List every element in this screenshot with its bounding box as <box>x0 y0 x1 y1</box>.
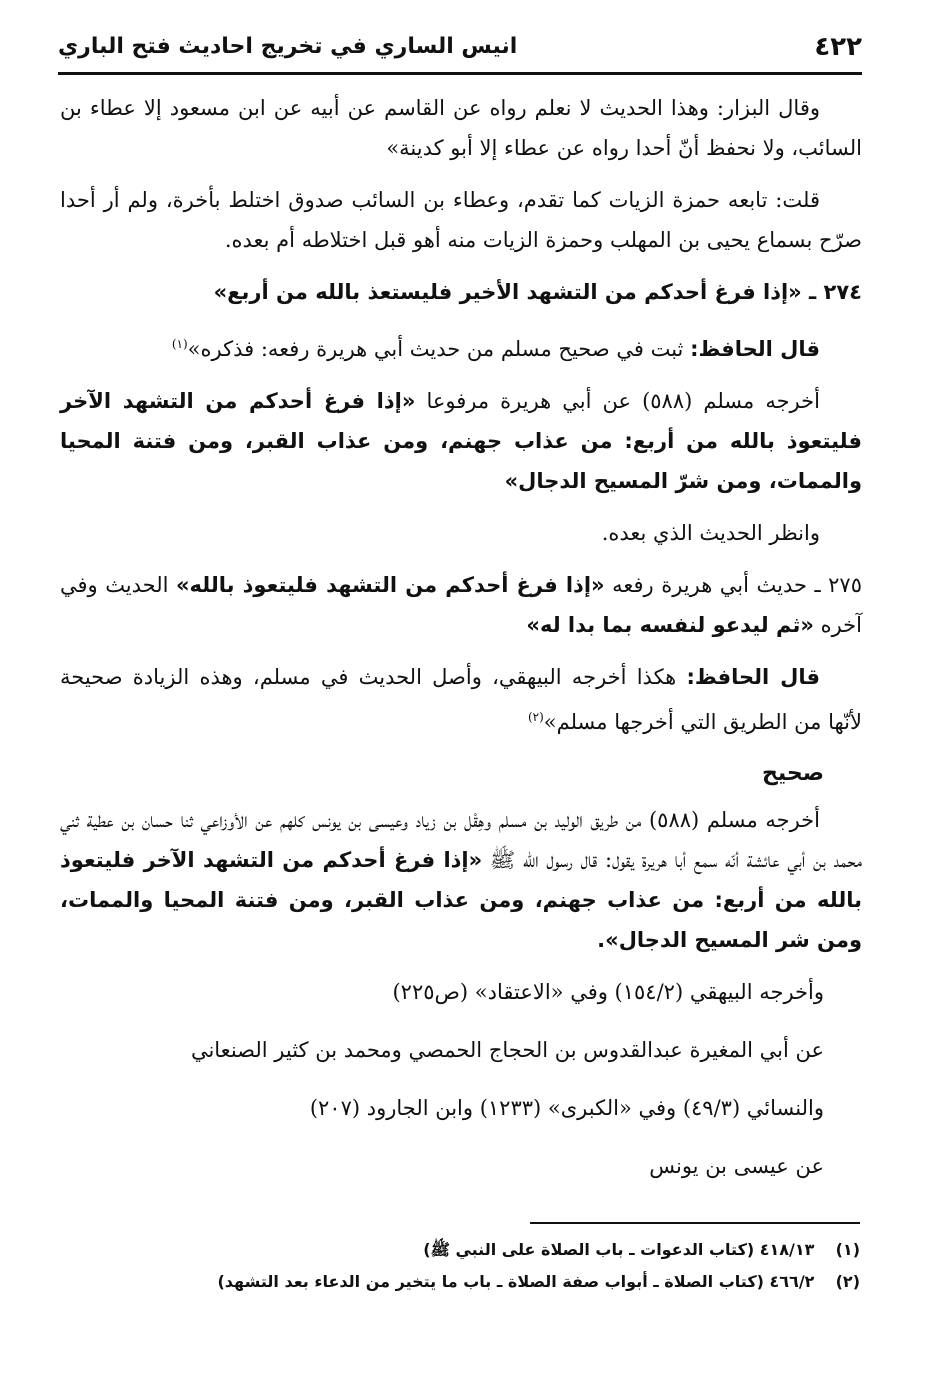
footnote-1 <box>140 1234 860 1266</box>
muslim-intro: أخرجه مسلم (٥٨٨) عن أبي هريرة مرفوعا <box>426 389 820 413</box>
hadith-text: «إذا فرغ أحدكم من التشهد الآخر فليتعوذ بالله من أربع: من عذاب جهنم، ومن عذاب القبر، ومن فتنة المحيا والممات، ومن شر المسيح الدجال». <box>60 848 862 952</box>
footnote-ref-1: (١) <box>171 337 188 351</box>
hadith-text: «إذا فرغ أحدكم من التشهد الآخر فليتعوذ بالله من أربع: من عذاب جهنم، ومن عذاب القبر، ومن فتنة المحيا والممات، ومن شرّ المسيح الدجال» <box>60 389 862 493</box>
footnote-ref-2: (٢) <box>527 710 544 724</box>
footnotes <box>140 1234 860 1298</box>
footnote-2 <box>140 1266 860 1298</box>
footnote-text: ٤٦٦/٢ (كتاب الصلاة ـ أبواب صفة الصلاة ـ باب ما يتخير من الدعاء بعد التشهد) <box>217 1272 815 1291</box>
hafiz-label: قال الحافظ: <box>690 337 820 361</box>
page-header <box>58 28 862 75</box>
main-text <box>60 88 862 1204</box>
footnote-number: (٢) <box>835 1272 860 1291</box>
hafiz-quote-274 <box>60 324 862 369</box>
page-number: ٤٢٢ <box>814 32 862 62</box>
hadith-275-addition: «ثم ليدعو لنفسه بما بدا له» <box>526 613 814 637</box>
paragraph-see-next: وانظر الحديث الذي بعده. <box>601 521 820 545</box>
hadith-275-mid: الحديث وفي آخره <box>60 573 862 637</box>
hadith-275-heading <box>60 565 862 645</box>
hafiz-quote-275 <box>60 657 862 742</box>
footnote-text: ٤١٨/١٣ (كتاب الدعوات ـ باب الصلاة على النبي ﷺ) <box>423 1240 815 1259</box>
paragraph-muslim-1 <box>60 381 862 501</box>
hafiz-text: ثبت في صحيح مسلم من حديث أبي هريرة رفعه: فذكره» <box>187 337 684 361</box>
hadith-275-intro: ٢٧٥ ـ حديث أبي هريرة رفعه <box>612 573 862 597</box>
footnote-number: (١) <box>835 1240 860 1259</box>
hadith-275-text: «إذا فرغ أحدكم من التشهد فليتعوذ بالله» <box>175 573 605 597</box>
takhrij-line-1: وأخرجه البيهقي (١٥٤/٢) وفي «الاعتقاد» (ص٢٢٥) <box>392 980 824 1004</box>
grade-label: صحيح <box>762 761 824 786</box>
takhrij-line-4: عن عيسى بن يونس <box>649 1154 824 1178</box>
takhrij-line-2: عن أبي المغيرة عبدالقدوس بن الحجاج الحمصي ومحمد بن كثير الصنعاني <box>190 1038 824 1062</box>
hafiz-label: قال الحافظ: <box>686 665 820 689</box>
running-title: انيس الساري في تخريج احاديث فتح الباري <box>58 34 518 59</box>
footnote-separator <box>530 1222 860 1224</box>
paragraph-bazzar: وقال البزار: وهذا الحديث لا نعلم رواه عن القاسم عن أبيه عن ابن مسعود إلا عطاء بن السائب، ولا نحفظ أنّ أحدا رواه عن عطاء إلا أبو كدينة» <box>60 96 862 160</box>
takhrij-line-3: والنسائي (٤٩/٣) وفي «الكبرى» (١٢٣٣) وابن الجارود (٢٠٧) <box>309 1096 824 1120</box>
hadith-274-heading: ٢٧٤ ـ «إذا فرغ أحدكم من التشهد الأخير فليستعذ بالله من أربع» <box>213 280 862 304</box>
paragraph-qultu: قلت: تابعه حمزة الزيات كما تقدم، وعطاء بن السائب صدوق اختلط بأخرة، ولم أر أحدا صرّح بسماع يحيى بن المهلب وحمزة الزيات منه أهو قبل اختلاطه أم بعده. <box>60 188 862 252</box>
isnad-text: أخرجه مسلم (٥٨٨) من طريق الوليد بن مسلم وهِقْل بن زياد وعيسى بن يونس كلهم عن الأوزاعي ثنا حسان بن عطية ثني محمد بن أبي عائشة أنّه سمع أبا هريرة يقول: قال رسول الله ﷺ <box>60 808 862 872</box>
hafiz-text: هكذا أخرجه البيهقي، وأصل الحديث في مسلم، وهذه الزيادة صحيحة لأنّها من الطريق التي أخرجها مسلم» <box>60 665 862 734</box>
paragraph-muslim-2 <box>60 800 862 960</box>
